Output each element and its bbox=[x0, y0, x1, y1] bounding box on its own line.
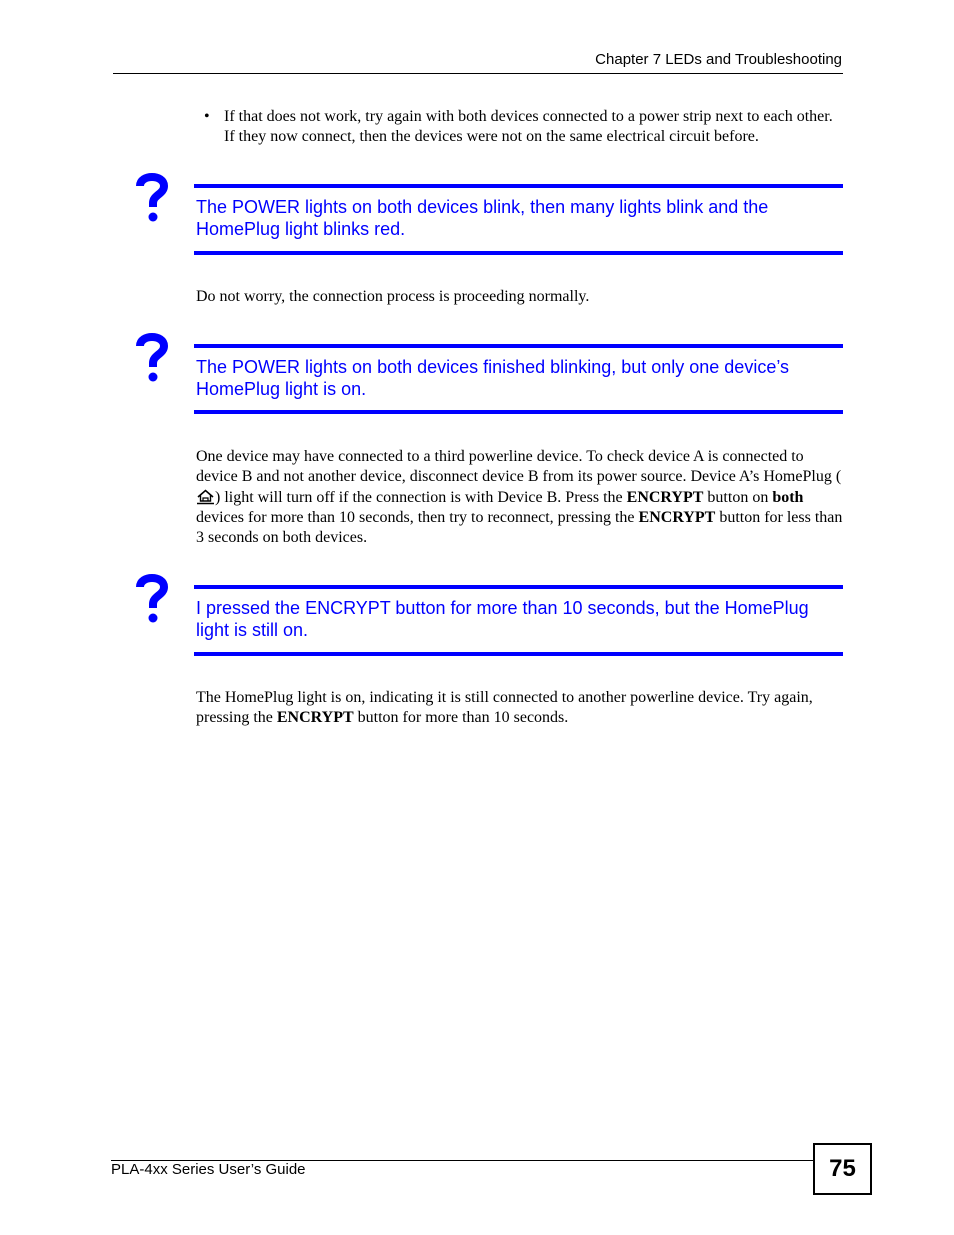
bullet-dot: • bbox=[204, 108, 210, 125]
homeplug-icon bbox=[196, 489, 215, 505]
answer-text: ) light will turn off if the connection is with Device B. Press the bbox=[215, 488, 627, 506]
both-keyword: both bbox=[772, 488, 804, 506]
guide-title: PLA-4xx Series User’s Guide bbox=[111, 1161, 306, 1178]
faq-top-bar bbox=[194, 344, 843, 348]
faq-answer: Do not worry, the connection process is proceeding normally. bbox=[196, 288, 590, 305]
faq-question: The POWER lights on both devices finished blinking, but only one device’s HomePlug light is on. bbox=[196, 357, 789, 399]
answer-text: One device may have connected to a third powerline device. To check device A is connected to device B and not another device, disconnect device B from its power source. Device A’s HomePlug ( bbox=[196, 448, 842, 486]
intro-bullet-item bbox=[204, 107, 844, 147]
encrypt-keyword: ENCRYPT bbox=[626, 488, 704, 506]
faq-answer bbox=[196, 447, 844, 548]
question-mark-icon bbox=[134, 332, 170, 384]
question-mark-icon bbox=[134, 172, 170, 224]
faq-question: I pressed the ENCRYPT button for more than 10 seconds, but the HomePlug light is still on. bbox=[196, 598, 809, 640]
faq-top-bar bbox=[194, 184, 843, 188]
answer-text: button for less than 3 seconds on both devices. bbox=[196, 508, 843, 547]
faq-answer bbox=[196, 688, 844, 729]
encrypt-keyword: ENCRYPT bbox=[276, 709, 354, 727]
header-divider bbox=[113, 73, 843, 74]
answer-text: button for more than 10 seconds. bbox=[353, 709, 569, 727]
faq-top-bar bbox=[194, 585, 843, 589]
faq-bottom-bar bbox=[194, 652, 843, 656]
faq-bottom-bar bbox=[194, 251, 843, 255]
encrypt-keyword: ENCRYPT bbox=[638, 508, 716, 526]
answer-text: button on bbox=[703, 488, 773, 506]
bullet-text: If that does not work, try again with both devices connected to a power strip next to each other. If they now connect, then the devices were not on the same electrical circuit before. bbox=[224, 108, 833, 145]
answer-text: The HomePlug light is on, indicating it is still connected to another powerline device. Try again, pressing the bbox=[196, 689, 813, 727]
answer-text: devices for more than 10 seconds, then try to reconnect, pressing the bbox=[196, 508, 639, 526]
page-number: 75 bbox=[813, 1143, 872, 1195]
chapter-title: Chapter 7 LEDs and Troubleshooting bbox=[595, 51, 842, 68]
question-mark-icon bbox=[134, 573, 170, 625]
faq-bottom-bar bbox=[194, 410, 843, 414]
faq-question: The POWER lights on both devices blink, then many lights blink and the HomePlug light blinks red. bbox=[196, 197, 769, 239]
